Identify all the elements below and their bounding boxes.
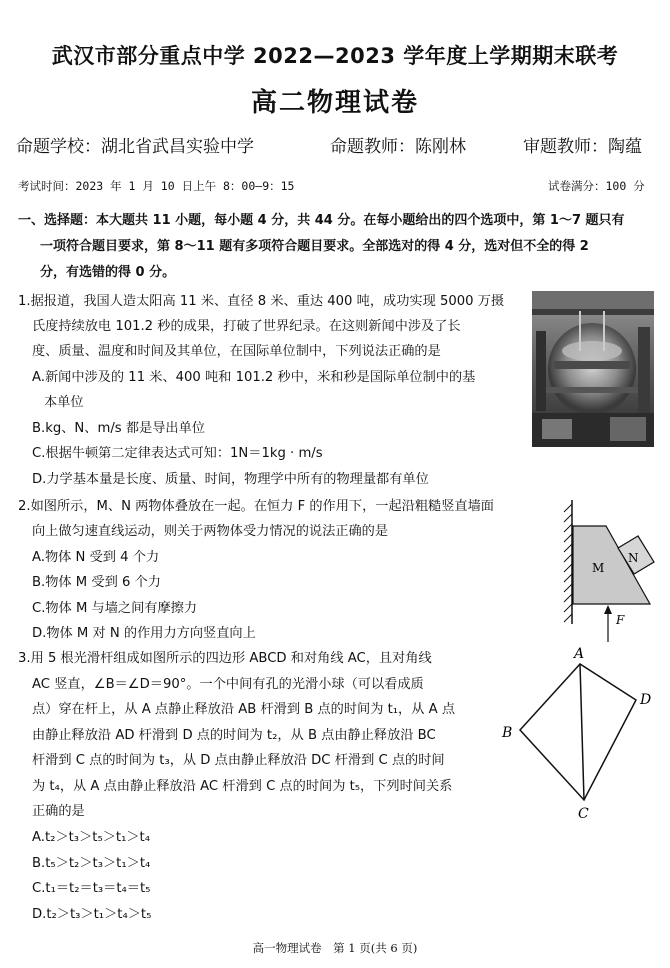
exam-title: 武汉市部分重点中学 2022—2023 学年度上学期期末联考	[51, 44, 619, 68]
label-f: F	[616, 613, 625, 627]
quadrilateral-figure	[498, 642, 660, 822]
q3-line: 正确的是	[32, 804, 85, 819]
section-instructions	[18, 208, 658, 286]
q1-line: 1.据报道，我国人造太阳高 11 米、直径 8 米、重达 400 吨，成功实现 5000 万摄	[18, 294, 505, 309]
section-line: 分，有选错的得 0 分。	[40, 265, 176, 280]
q2-option-a: A.物体 N 受到 4 个力	[32, 550, 160, 565]
section-line: 一项符合题目要求，第 8～11 题有多项符合题目要求。全部选对的得 4 分，选对但不全的得 2	[40, 239, 589, 254]
q3-option-c: C.t₁＝t₂＝t₃＝t₄＝t₅	[32, 881, 151, 896]
exam-time: 考试时间：2023 年 1 月 10 日上午 8：00—9：15	[18, 179, 295, 193]
q3-line: 由静止释放沿 AD 杆滑到 D 点的时间为 t₂，从 B 点由静止释放沿 BC	[32, 728, 436, 743]
label-n: N	[628, 551, 639, 565]
exam-subtitle: 高二物理试卷	[250, 88, 419, 118]
section-line: 一、选择题：本大题共 11 小题，每小题 4 分，共 44 分。在每小题给出的四个选项中，第 1～7 题只有	[18, 213, 625, 228]
q3-line: 为 t₄，从 A 点由静止释放沿 AC 杆滑到 C 点的时间为 t₅，下列时间关系	[32, 779, 453, 794]
q3-line: AC 竖直，∠B＝∠D＝90°。一个中间有孔的光滑小球（可以看成质	[32, 677, 424, 692]
page-footer: 高一物理试卷 第 1 页(共 6 页)	[252, 941, 418, 955]
q1-option-a: A.新闻中涉及的 11 米、400 吨和 101.2 秒中，米和秒是国际单位制中的基	[32, 370, 476, 385]
q1-option-c: C.根据牛顿第二定律表达式可知：1N＝1kg · m/s	[32, 446, 323, 461]
reviewer-credit: 审题教师：陶蕴	[523, 137, 642, 157]
school-credit: 命题学校：湖北省武昌实验中学	[16, 137, 254, 157]
full-score: 试卷满分：100 分	[548, 179, 645, 193]
q2-option-b: B.物体 M 受到 6 个力	[32, 575, 161, 590]
q1-line: 氏度持续放电 101.2 秒的成果，打破了世界纪录。在这则新闻中涉及了长	[32, 319, 461, 334]
q3-option-d: D.t₂＞t₃＞t₁＞t₄＞t₅	[32, 907, 152, 922]
q1-line: 度、质量、温度和时间及其单位，在国际单位制中，下列说法正确的是	[32, 344, 441, 359]
wall-blocks-figure	[556, 496, 660, 646]
q1-option-b: B.kg、N、m/s 都是导出单位	[32, 421, 205, 436]
q2-line: 向上做匀速直线运动，则关于两物体受力情况的说法正确的是	[32, 524, 389, 539]
q1-option-d: D.力学基本量是长度、质量、时间，物理学中所有的物理量都有单位	[32, 472, 429, 487]
q2-option-c: C.物体 M 与墙之间有摩擦力	[32, 601, 198, 616]
author-credit: 命题教师：陈刚林	[330, 137, 466, 157]
q1-option-a-cont: 本单位	[44, 395, 84, 410]
fusion-reactor-photo	[532, 291, 654, 447]
q3-line: 杆滑到 C 点的时间为 t₃，从 D 点由静止释放沿 DC 杆滑到 C 点的时间	[32, 753, 445, 768]
label-a: A	[574, 646, 585, 662]
label-m: M	[592, 561, 605, 575]
q2-option-d: D.物体 M 对 N 的作用力方向竖直向上	[32, 626, 256, 641]
q3-option-a: A.t₂＞t₃＞t₅＞t₁＞t₄	[32, 830, 151, 845]
label-c: C	[578, 806, 589, 822]
label-d: D	[640, 692, 652, 708]
q3-line: 点）穿在杆上，从 A 点静止释放沿 AB 杆滑到 B 点的时间为 t₁，从 A 点	[32, 702, 456, 717]
label-b: B	[502, 725, 513, 741]
q3-option-b: B.t₅＞t₂＞t₃＞t₁＞t₄	[32, 856, 151, 871]
q2-line: 2.如图所示，M、N 两物体叠放在一起。在恒力 F 的作用下，一起沿粗糙竖直墙面	[18, 499, 494, 514]
q3-line: 3.用 5 根光滑杆组成如图所示的四边形 ABCD 和对角线 AC，且对角线	[18, 651, 432, 666]
